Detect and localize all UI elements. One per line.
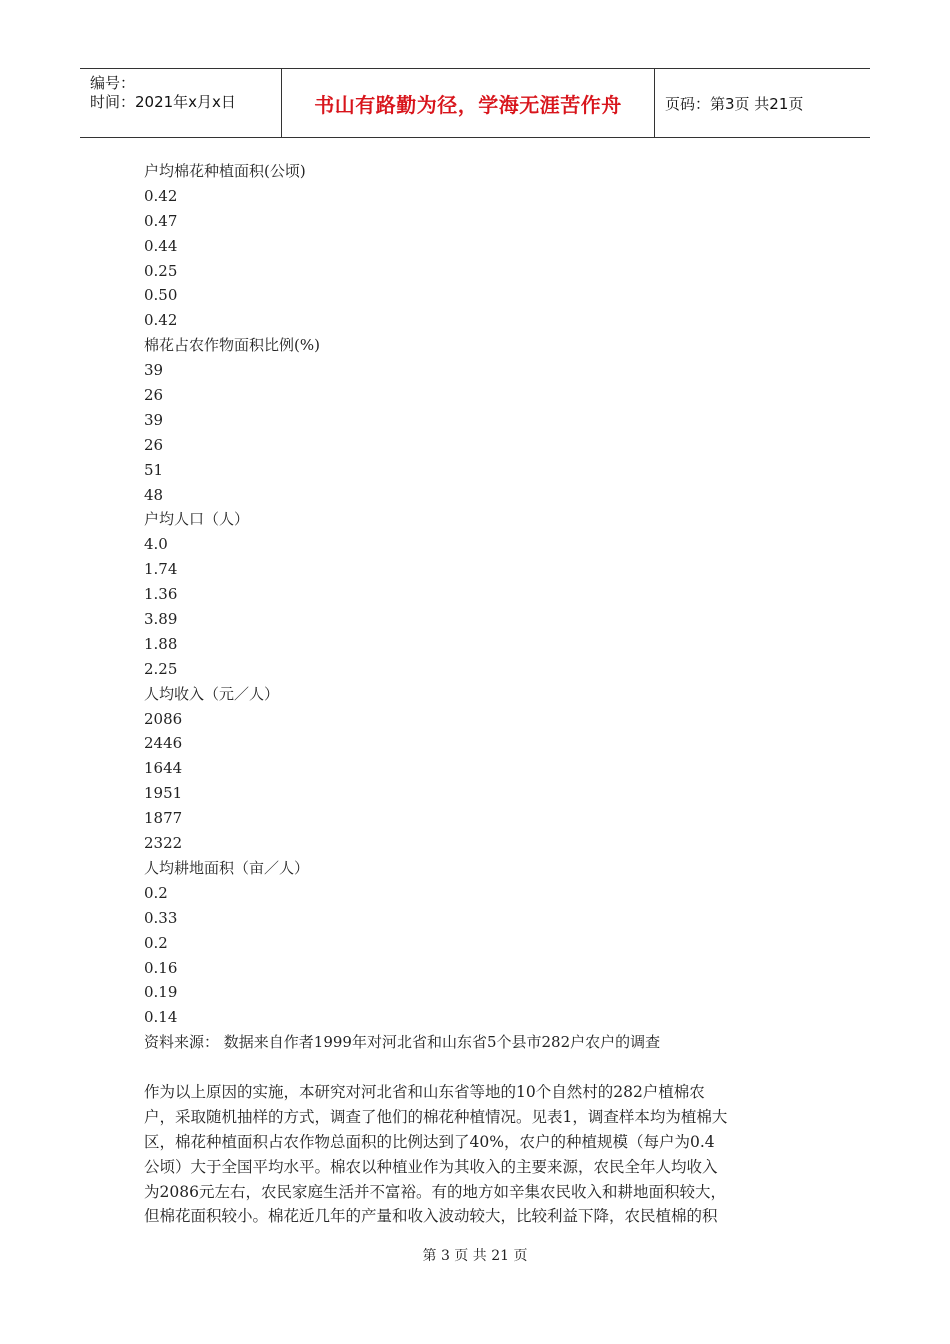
page-footer: [0, 1245, 950, 1265]
data-value: 2.25: [144, 659, 178, 678]
section-heading: 人均收入（元／人）: [144, 684, 280, 703]
body-paragraph: [144, 1080, 814, 1229]
data-value: 0.2: [144, 883, 168, 902]
paragraph-line: 户，采取随机抽样的方式，调查了他们的棉花种植情况。见表1，调查样本均为植棉大: [144, 1107, 728, 1126]
data-value: 2086: [144, 709, 183, 728]
data-value: 0.50: [144, 286, 178, 305]
data-value: 0.44: [144, 236, 178, 255]
data-source-note: 资料来源： 数据来自作者1999年对河北省和山东省5个县市282户农户的调查: [144, 1033, 661, 1052]
data-value: 0.19: [144, 983, 178, 1002]
section-heading: 人均耕地面积（亩／人）: [144, 858, 310, 877]
paragraph-line: 但棉花面积较小。棉花近几年的产量和收入波动较大，比较利益下降，农民植棉的积: [144, 1207, 718, 1226]
data-value: 0.47: [144, 211, 178, 230]
data-value: 0.42: [144, 311, 178, 330]
data-value: 1.88: [144, 634, 178, 653]
data-value: 2322: [144, 834, 183, 853]
table-data-lines: [144, 159, 844, 1055]
data-value: 0.25: [144, 261, 178, 280]
data-value: 0.14: [144, 1008, 178, 1027]
data-value: 2446: [144, 734, 183, 753]
paragraph-line: 区，棉花种植面积占农作物总面积的比例达到了40%，农户的种植规模（每户为0.4: [144, 1132, 715, 1151]
data-value: 26: [144, 386, 164, 405]
data-value: 51: [144, 460, 164, 479]
paragraph-line: 公顷）大于全国平均水平。棉农以种植业作为其收入的主要来源，农民全年人均收入: [144, 1157, 718, 1176]
header-meta-cell: [80, 69, 282, 137]
data-value: 39: [144, 410, 164, 429]
data-value: 48: [144, 485, 164, 504]
data-value: 1.36: [144, 585, 178, 604]
data-value: 1877: [144, 809, 183, 828]
data-value: 1951: [144, 784, 183, 803]
header-motto: 书山有路勤为径，学海无涯苦作舟: [314, 92, 622, 117]
data-value: 0.33: [144, 908, 178, 927]
data-value: 0.2: [144, 933, 168, 952]
page-header: [80, 68, 870, 138]
data-value: 3.89: [144, 610, 178, 629]
section-heading: 户均人口（人）: [144, 510, 250, 529]
paragraph-line: 作为以上原因的实施，本研究对河北省和山东省等地的10个自然村的282户植棉农: [144, 1083, 705, 1101]
section-heading: 户均棉花种植面积(公顷): [144, 162, 306, 180]
document-time-label: 时间：2021年x月x日: [90, 93, 236, 111]
section-heading: 棉花占农作物面积比例(%): [144, 336, 320, 355]
data-value: 1644: [144, 759, 183, 778]
paragraph-line: 为2086元左右，农民家庭生活并不富裕。有的地方如辛集农民收入和耕地面积较大，: [144, 1182, 726, 1201]
header-page-number: 页码：第3页 共21页: [665, 94, 804, 113]
header-page-cell: [655, 69, 870, 137]
data-value: 39: [144, 361, 164, 380]
header-motto-cell: [282, 69, 655, 137]
footer-page-number: 第 3 页 共 21 页: [422, 1248, 528, 1264]
data-value: 0.42: [144, 186, 178, 205]
data-value: 0.16: [144, 958, 178, 977]
document-number-label: 编号：: [90, 74, 136, 92]
data-value: 1.74: [144, 560, 178, 579]
data-value: 4.0: [144, 535, 168, 554]
data-value: 26: [144, 435, 164, 454]
